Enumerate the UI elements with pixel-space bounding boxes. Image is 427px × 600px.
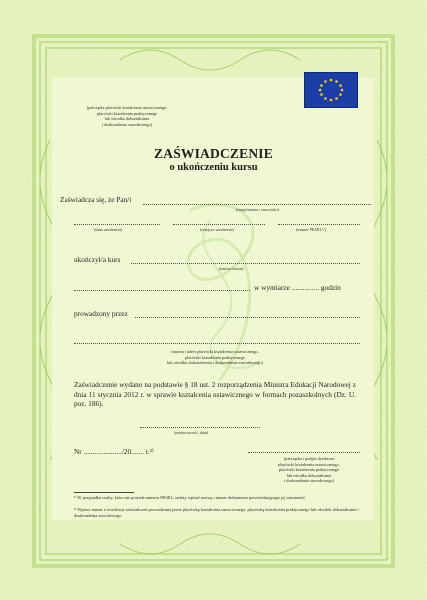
caption-line: lub ośrodka dokształcania [286,472,332,478]
number-suffix: r.²⁾ [145,447,154,456]
stamp-line: i doskonalenia zawodowego) [101,121,153,127]
completed-label: ukończył/a kurs [74,255,121,264]
caption-line: lub ośrodka dokształcania i doskonalenia zawodowego) [167,360,263,366]
stamp-line: lub ośrodka dokształcania [104,116,150,122]
provider-caption [150,349,280,366]
birthplace-caption: (miejsce urodzenia) [200,227,234,232]
birthplace-field[interactable] [173,224,265,225]
certify-label: Zaświadcza się, że Pan/i [60,195,132,204]
course-field[interactable] [131,263,360,264]
signature-field[interactable] [248,452,360,453]
number-prefix: Nr [74,447,82,456]
year-field[interactable]: ....... [131,447,144,456]
certificate-number [74,447,154,456]
eu-flag-icon [304,72,358,108]
provider-field-continued[interactable] [74,343,360,344]
caption-line: placówki kształcenia praktycznego [278,467,340,473]
caption-line: (nazwa i adres placówki kształcenia ustawicznego, [171,349,259,354]
name-field[interactable] [143,204,371,205]
hours-field[interactable]: ............... [291,283,320,292]
birthdate-caption: (data urodzenia) [94,227,123,232]
footnote-2: ²⁾ Wpisać numer z ewidencji zaświadczeń prowadzonej przez placówkę kształcenia ustawicznego, placówkę kształcenia praktycznego lub ośrodek dokształcania i doskonalenia zawodowego. [74,507,359,518]
provider-field[interactable] [135,317,360,318]
footnote-divider [74,492,134,493]
course-caption: (nazwa kursu) [219,266,244,271]
hours-line [254,283,341,292]
caption-line: i doskonalenia zawodowego) [283,478,335,484]
footnote-1: ¹⁾ W przypadku osoby, która nie posiada numeru PESEL, należy wpisać nazwę i numer dokumentu potwierdzającego jej tożsamość. [74,495,306,500]
place-date-field[interactable] [140,427,260,428]
caption-line: placówki kształcenia ustawicznego, [278,461,340,467]
page-subtitle: o ukończeniu kursu [169,162,258,173]
course-field-continued[interactable] [74,290,250,291]
hours-prefix: w wymiarze [254,283,290,292]
stamp-line: placówki kształcenia praktycznego [96,110,158,116]
signature-caption [244,456,374,484]
hours-suffix: godzin [320,283,341,292]
number-field[interactable]: ..................... [83,447,122,456]
place-date-caption: (miejscowość, data) [174,430,209,435]
issuer-stamp-caption [72,105,182,127]
caption-line: (pieczątka i podpis dyrektora [284,456,334,461]
stamp-line: (pieczątka placówki kształcenia ustawicznego, [86,105,168,110]
conducted-label: prowadzony przez [74,309,128,318]
caption-line: placówki kształcenia praktycznego [184,354,246,360]
legal-basis-paragraph: Zaświadczenie wydano na podstawie § 18 ust. 2 rozporządzenia Ministra Edukacji Narodowej z dnia 11 stycznia 2012 r. w sprawie kształcenia ustawicznego w formach pozaszkolnych (Dz. U. poz. 186). [74,380,356,409]
pesel-field[interactable] [278,224,360,225]
name-caption: (imię/imiona i nazwisko) [236,207,280,212]
pesel-caption: (numer PESEL¹⁾) [296,227,326,232]
number-year-separator: /20 [121,447,132,456]
birthdate-field[interactable] [74,224,160,225]
page-title: ZAŚWIADCZENIE [154,146,273,161]
